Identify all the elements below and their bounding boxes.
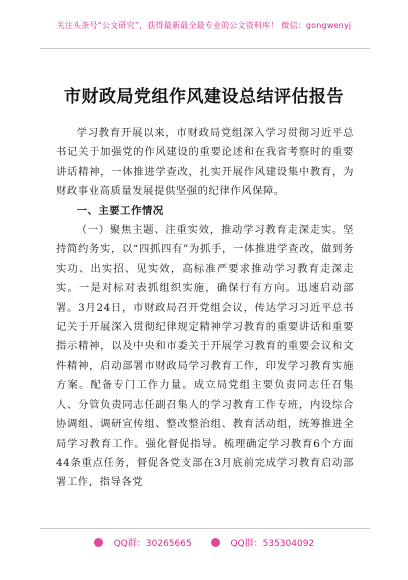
- promo-banner: 关注头条号“公文研究”，获得最新最全最专业的公文资料库！ 微信：gongwenyj: [56, 21, 352, 30]
- qq-penguin-icon: [94, 538, 103, 547]
- footer-divider: [40, 528, 370, 529]
- section-heading: 一、主要工作情况: [76, 204, 164, 217]
- qq-penguin-icon: [211, 538, 220, 547]
- body-paragraph: （一）聚焦主题、注重实效，推动学习教育走深走实。坚持简约务实，以“四抓四有”为抓手，一体推进学查改，做到务实功、出实招、见实效，高标准严要求推动学习教育走深走实。一是对标对表抓组织实施，确保行有方向。迅速启动部署。3月24日，市财政局召开党组会议，传达学习习近平总书记关于开展深入贯彻纪律规定精神学习教育的重要讲话和重要指示精神，以及中央和市委关于开展学习教育的重要会议和文件精神，启动部署市财政局学习教育工作，印发学习教育实施方案。配备专门工作力量。成立局党组主要负责同志任召集人、分管负责同志任副召集人的学习教育工作专班，内设综合协调组、调研宣传组、整改整治组、教育活动组，统筹推进全局学习教育工作。强化督促指导。梳理确定学习教育6个方面44条重点任务，督促各党支部在3月底前完成学习教育启动部署工作，指导各党: [56, 224, 354, 489]
- qq-group-1-label: QQ群：30265665: [113, 539, 192, 549]
- header-divider: [40, 48, 370, 49]
- document-title: 市财政局党组作风建设总结评估报告: [64, 87, 344, 107]
- qq-group-2-label: QQ群：535304092: [230, 539, 315, 549]
- document-body: [56, 124, 354, 493]
- qq-group-1[interactable]: [90, 539, 199, 549]
- intro-paragraph: 学习教育开展以来，市财政局党组深入学习贯彻习近平总书记关于加强党的作风建设的重要论述和在我省考察时的重要讲话精神，一体推进学查改，扎实开展作风建设集中教育，为财政事业高质量发展提供坚强的纪律作风保障。: [56, 127, 354, 198]
- footer-contact: [0, 536, 408, 549]
- qq-group-2[interactable]: [207, 539, 319, 549]
